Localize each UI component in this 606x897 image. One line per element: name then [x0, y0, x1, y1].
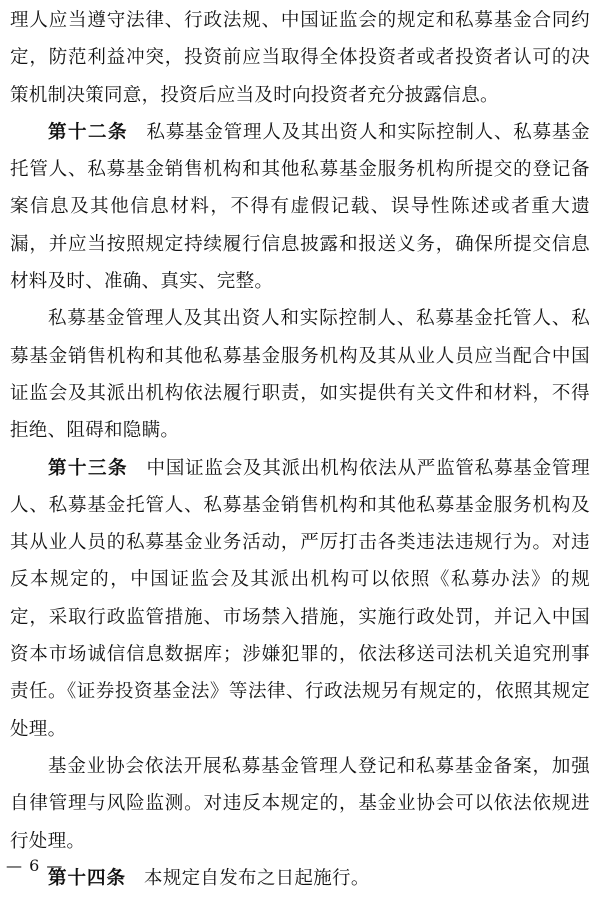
article-14-paragraph-1 [10, 860, 590, 897]
document-body [10, 2, 590, 897]
page-number: — 6 — [6, 856, 64, 875]
article-12-paragraph-2: 私募基金管理人及其出资人和实际控制人、私募基金托管人、私募基金销售机构和其他私募基金服务机构及其从业人员应当配合中国证监会及其派出机构依法履行职责，如实提供有关文件和材料，不得拒绝、阻碍和隐瞒。 [10, 308, 590, 442]
article-13-title: 第十三条 [48, 457, 129, 479]
paragraph-continuation: 理人应当遵守法律、行政法规、中国证监会的规定和私募基金合同约定，防范利益冲突，投资前应当取得全体投资者或者投资者认可的决策机制决策同意，投资后应当及时向投资者充分披露信息。 [10, 10, 590, 106]
article-14-title: 第十四条 [48, 867, 127, 889]
article-14-text-1: 本规定自发布之日起施行。 [144, 867, 370, 889]
article-13-text-1: 中国证监会及其派出机构依法从严监管私募基金管理人、私募基金托管人、私募基金销售机构和其他私募基金服务机构及其从业人员的私募基金业务活动，严厉打击各类违法违规行为。对违反本规定的，中国证监会及其派出机构可以依照《私募办法》的规定，采取行政监管措施、市场禁入措施，实施行政处罚，并记入中国资本市场诚信信息数据库；涉嫌犯罪的，依法移送司法机关追究刑事责任。《证券投资基金法》等法律、行政法规另有规定的，依照其规定处理。 [10, 457, 590, 740]
article-12-paragraph-1 [10, 114, 590, 300]
article-13-paragraph-1 [10, 450, 590, 748]
article-12-title: 第十二条 [48, 121, 129, 143]
article-13-paragraph-2: 基金业协会依法开展私募基金管理人登记和私募基金备案，加强自律管理与风险监测。对违反本规定的，基金业协会可以依法依规进行处理。 [10, 755, 590, 852]
article-12-text-1: 私募基金管理人及其出资人和实际控制人、私募基金托管人、私募基金销售机构和其他私募基金服务机构所提交的登记备案信息及其他信息材料，不得有虚假记载、误导性陈述或者重大遗漏，并应当按照规定持续履行信息披露和报送义务，确保所提交信息材料及时、准确、真实、完整。 [10, 121, 590, 293]
